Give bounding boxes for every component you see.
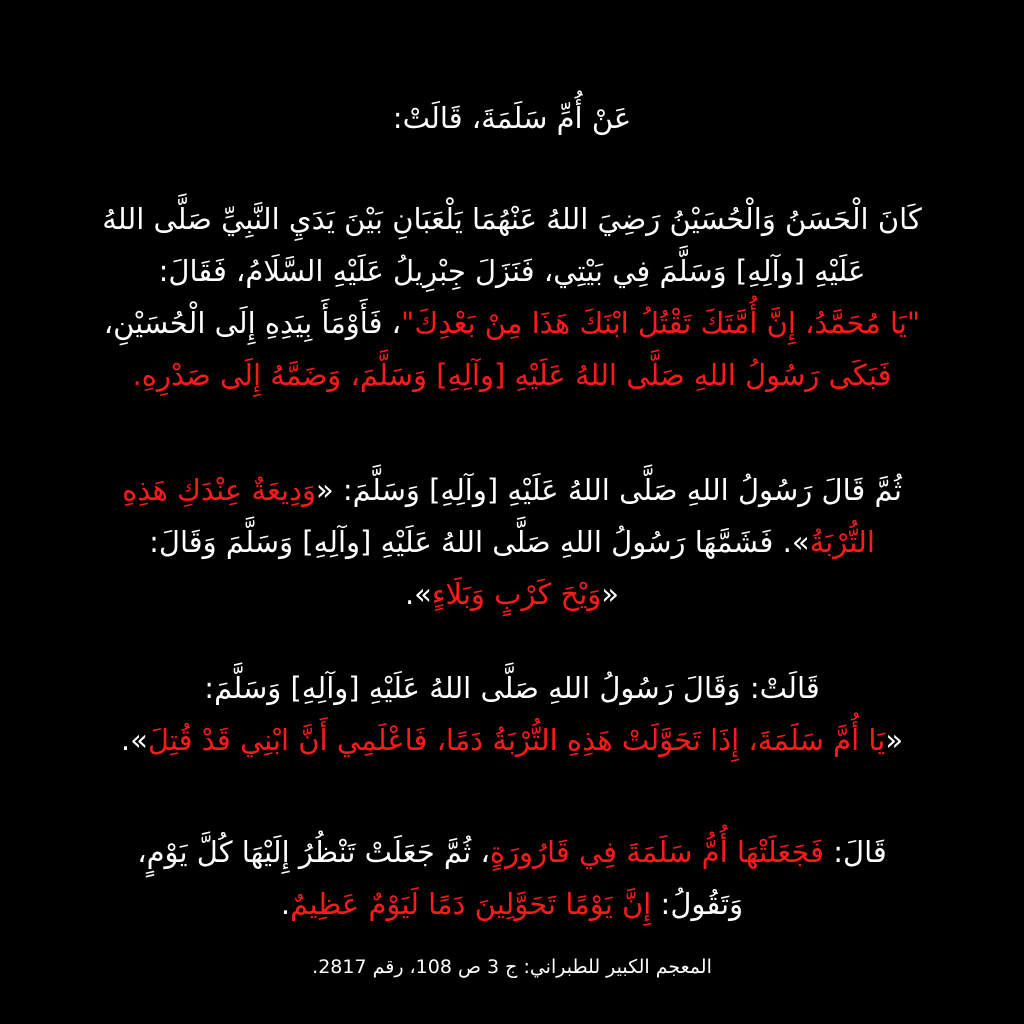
paragraph-1-line-2: عَلَيْهِ [وآلِهِ] وَسَلَّمَ فِي بَيْتِي، فَنَزَلَ جِبْرِيلُ عَلَيْهِ السَّلَامُ، فَقَالَ: xyxy=(158,254,866,288)
paragraph-2-line-1-start: ثُمَّ قَالَ رَسُولُ اللهِ صَلَّى اللهُ عَلَيْهِ [وآلِهِ] وَسَلَّمَ: « xyxy=(315,473,902,507)
source-citation: المعجم الكبير للطبراني: ج 3 ص 108، رقم 2817. xyxy=(312,956,712,978)
paragraph-4-line-1-start: قَالَ: xyxy=(824,835,887,869)
paragraph-4-line-2-start: وَتَقُولُ: xyxy=(651,887,744,921)
trust-quote: وَدِيعَةٌ عِنْدَكِ هَذِهِ xyxy=(122,473,316,507)
narration-header xyxy=(14,92,1010,144)
paragraph-3-line-2 xyxy=(14,714,1010,766)
paragraph-1-line-4 xyxy=(14,349,1010,401)
paragraph-2-line-3 xyxy=(14,568,1010,620)
paragraph-1-line-3 xyxy=(14,297,1010,349)
paragraph-3 xyxy=(14,662,1010,766)
header-line: عَنْ أُمِّ سَلَمَةَ، قَالَتْ: xyxy=(392,101,632,135)
paragraph-4-line-2 xyxy=(14,878,1010,930)
paragraph-1-line-4-end: . xyxy=(132,358,142,392)
grief-quote: وَيْحَ كَرْبٍ وَبَلَاءٍ xyxy=(431,577,602,611)
paragraph-1-line-1: كَانَ الْحَسَنُ وَالْحُسَيْنُ رَضِيَ اللهُ عَنْهُمَا يَلْعَبَانِ بَيْنَ يَدَيِ النَّبِيِّ صَلَّى اللهُ xyxy=(102,202,922,236)
soil-word: التُّرْبَةُ xyxy=(809,525,875,559)
open-quote: « xyxy=(885,723,904,757)
close-quote: ». xyxy=(404,577,432,611)
paragraph-4-line-2-end: . xyxy=(280,887,291,921)
paragraph-2-line-2 xyxy=(14,516,1010,568)
close-quote: ». xyxy=(120,723,148,757)
flask-text: فَجَعَلَتْهَا أُمُّ سَلَمَةَ فِي قَارُورَةٍ xyxy=(489,835,825,869)
great-day-text: إِنَّ يَوْمًا تَحَوَّلِينَ دَمًا لَيَوْمٌ عَظِيمٌ xyxy=(290,887,652,921)
paragraph-2-line-1 xyxy=(14,464,1010,516)
open-quote: « xyxy=(601,577,620,611)
paragraph-1-line-3-rest: ، فَأَوْمَأَ بِيَدِهِ إِلَى الْحُسَيْنِ، xyxy=(103,306,402,340)
paragraph-3-line-1: قَالَتْ: وَقَالَ رَسُولُ اللهِ صَلَّى اللهُ عَلَيْهِ [وآلِهِ] وَسَلَّمَ: xyxy=(204,671,820,705)
prophet-weeping-text: فَبَكَى رَسُولُ اللهِ صَلَّى اللهُ عَلَيْهِ [وآلِهِ] وَسَلَّمَ، وَضَمَّهُ إِلَى صَدْرِهِ xyxy=(141,358,892,392)
paragraph-4 xyxy=(14,826,1010,930)
paragraph-1 xyxy=(14,193,1010,401)
paragraph-4-line-1-end: ، ثُمَّ جَعَلَتْ تَنْظُرُ إِلَيْهَا كُلَّ يَوْمٍ، xyxy=(137,835,490,869)
gabriel-quote: "يَا مُحَمَّدُ، إِنَّ أُمَّتَكَ تَقْتُلُ ابْنَكَ هَذَا مِنْ بَعْدِكَ" xyxy=(401,306,921,340)
umm-salama-quote: يَا أُمَّ سَلَمَةَ، إِذَا تَحَوَّلَتْ هَذِهِ التُّرْبَةُ دَمًا، فَاعْلَمِي أَنَّ ابْنِي قَدْ قُتِلَ xyxy=(147,723,886,757)
paragraph-4-line-1 xyxy=(14,826,1010,878)
paragraph-2 xyxy=(14,464,1010,620)
paragraph-2-line-2-rest: ». فَشَمَّهَا رَسُولُ اللهِ صَلَّى اللهُ عَلَيْهِ [وآلِهِ] وَسَلَّمَ وَقَالَ: xyxy=(149,525,810,559)
